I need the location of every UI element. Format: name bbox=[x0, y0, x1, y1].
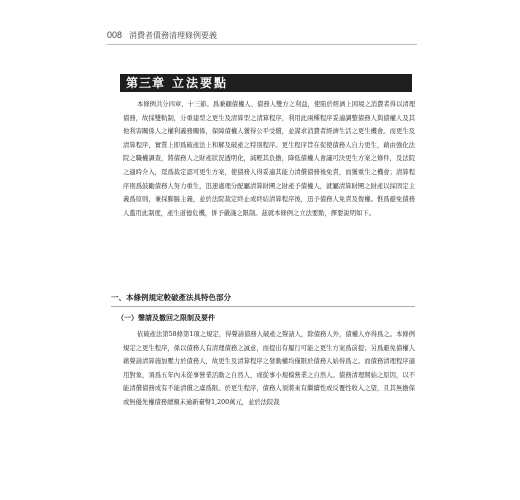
running-title: 消費者債務清理條例要義 bbox=[129, 31, 217, 40]
page-number: 008 bbox=[107, 30, 123, 40]
section-divider bbox=[111, 306, 415, 307]
chapter-title: 立法要點 bbox=[172, 76, 229, 90]
body-paragraph: 本條例共分四章、十三節。爲兼顧債權人、債務人雙方之利益，使陷於經濟上困境之消費者得以清理債務，故採雙軌制，分重建型之更生及清算型之清算程序，利用此兩種程序妥適調整債務人與債權人及其他利害關係人之權利義務關係，保障債權人獲得公平受償，並謀求消費者經濟生活之更生機會。而更生及清算程序，實質上即爲破產法上和解及破產之特別程序。更生程序旨在促使債務人自力更生，藉由強化法院之職權調查，將債務人之財產狀況透明化，減輕其負擔，降低債權人會議可決更生方案之條件，及法院之適時介入，逕爲裁定認可更生方案，使債務人得妥適其能力清償債務後免責，而獲重生之機會；清算程序則爲鼓勵債務人努力重生，迅速處理分配屬清算財團之財產予債權人，就屬清算財團之財產以採固定主義爲原則，兼採膨脹主義，並於法院裁定終止或終結清算程序後，迅予債務人免責及復權。惟爲避免債務人濫用此制度，產生道德危機，併予嚴謹之限制。茲就本條例之立法要點，擇要說明如下。 bbox=[123, 101, 415, 217]
section-heading: 一、本條例規定較破產法具特色部分 bbox=[111, 293, 231, 302]
subsection-paragraph: 依破產法第58條第1項之規定，得聲請債務人破產之聲請人，除債務人外，債權人亦得爲之。本條例規定之更生程序，係以債務人有清理債務之誠意，而提出有履行可能之更生方案爲前提；另爲避免債權人藉聲請清算施加壓力於債務人，故更生及清算程序之發動權均僅限於債務人始得爲之。而債務清理程序適用對象，須爲五年內未從事營業活動之自然人，或從事小規模營業之自然人。債務清理開始之原因，以不能清償債務或有不能清償之虞爲限。於更生程序，債務人須將來有繼續性或反覆性收入之望，且其無擔保或無優先權債務總額未逾新臺幣1,200萬元，並於法院裁 bbox=[123, 331, 415, 406]
subsection-text bbox=[123, 328, 415, 410]
chapter-banner bbox=[120, 74, 412, 92]
subsection-heading: （一）聲請及撤回之限制及要件 bbox=[117, 313, 215, 322]
header-divider bbox=[107, 44, 417, 45]
chapter-label: 第三章 bbox=[126, 76, 166, 90]
body-text bbox=[123, 98, 415, 220]
